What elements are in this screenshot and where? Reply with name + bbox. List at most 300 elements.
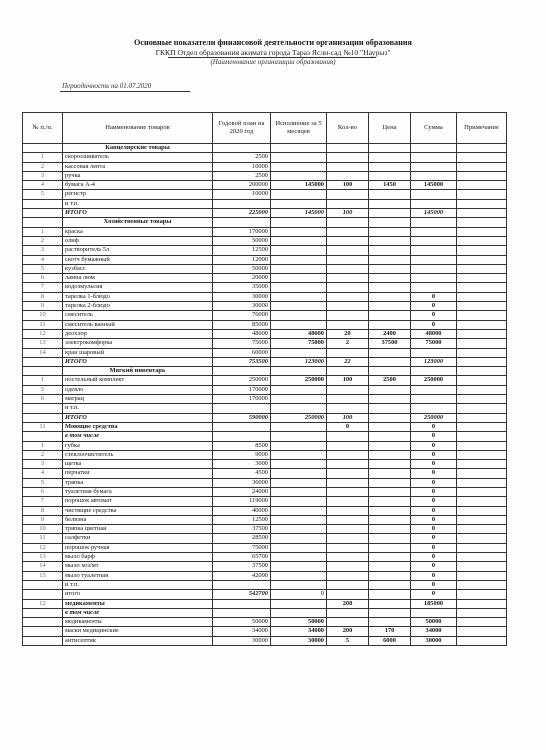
cell-name: регистр [63, 190, 213, 199]
cell-price [369, 264, 411, 273]
cell-note [457, 580, 507, 589]
cell-qty: 20 [327, 329, 369, 338]
cell-exec [271, 525, 327, 534]
cell-note [457, 395, 507, 404]
table-row [23, 171, 507, 180]
cell-price [369, 618, 411, 627]
table-body [23, 144, 507, 646]
cell-price [369, 413, 411, 422]
cell-exec [271, 460, 327, 469]
table-row [23, 385, 507, 394]
cell-qty [327, 590, 369, 599]
table-row [23, 478, 507, 487]
cell-number [23, 636, 63, 645]
table-row [23, 422, 507, 431]
cell-plan [213, 367, 271, 376]
cell-number: 12 [23, 329, 63, 338]
cell-name: щетка [63, 460, 213, 469]
cell-qty [327, 283, 369, 292]
cell-number: 10 [23, 311, 63, 320]
cell-name: краска [63, 227, 213, 236]
table-row [23, 599, 507, 608]
cell-sum [411, 162, 457, 171]
cell-price [369, 153, 411, 162]
cell-price [369, 580, 411, 589]
cell-price: 170 [369, 627, 411, 636]
cell-number: 12 [23, 543, 63, 552]
cell-qty [327, 478, 369, 487]
cell-number: 10 [23, 525, 63, 534]
cell-sum [411, 227, 457, 236]
cell-name: губка [63, 441, 213, 450]
cell-price [369, 543, 411, 552]
cell-note [457, 413, 507, 422]
cell-price: 2400 [369, 329, 411, 338]
cell-sum: 185000 [411, 599, 457, 608]
cell-exec [271, 534, 327, 543]
cell-note [457, 441, 507, 450]
cell-note [457, 274, 507, 283]
cell-qty [327, 543, 369, 552]
table-row [23, 608, 507, 617]
cell-qty: 100 [327, 209, 369, 218]
cell-exec [271, 274, 327, 283]
cell-note [457, 320, 507, 329]
cell-price [369, 311, 411, 320]
financial-table [22, 112, 507, 646]
cell-note [457, 357, 507, 366]
cell-number: 3 [23, 246, 63, 255]
cell-note [457, 543, 507, 552]
cell-name: ИТОГО [63, 413, 213, 422]
cell-name: олиф [63, 236, 213, 245]
cell-name: и т.п. [63, 404, 213, 413]
cell-qty [327, 571, 369, 580]
cell-plan: 34000 [213, 627, 271, 636]
cell-number: 5 [23, 264, 63, 273]
cell-plan [213, 144, 271, 153]
cell-plan: 24000 [213, 487, 271, 496]
cell-sum [411, 255, 457, 264]
cell-qty [327, 199, 369, 208]
cell-name: порошок ручная [63, 543, 213, 552]
cell-note [457, 506, 507, 515]
cell-number: 6 [23, 487, 63, 496]
cell-qty: 100 [327, 376, 369, 385]
table-row [23, 264, 507, 273]
table-row [23, 311, 507, 320]
cell-plan: 170000 [213, 395, 271, 404]
cell-note [457, 562, 507, 571]
cell-note [457, 590, 507, 599]
cell-number: 6 [23, 274, 63, 283]
cell-name: маски медицинские [63, 627, 213, 636]
cell-qty [327, 302, 369, 311]
cell-sum [411, 199, 457, 208]
cell-plan: 75000 [213, 543, 271, 552]
table-row [23, 450, 507, 459]
cell-number: 13 [23, 339, 63, 348]
table-row [23, 543, 507, 552]
table-row [23, 181, 507, 190]
cell-price [369, 450, 411, 459]
cell-number: 4 [23, 469, 63, 478]
cell-sum: 0 [411, 580, 457, 589]
cell-price [369, 348, 411, 357]
table-row [23, 497, 507, 506]
cell-exec: 34000 [271, 627, 327, 636]
cell-name: белизна [63, 515, 213, 524]
cell-sum [411, 264, 457, 273]
cell-name: скотч бумажный [63, 255, 213, 264]
cell-plan: 28500 [213, 534, 271, 543]
cell-number [23, 590, 63, 599]
cell-price [369, 171, 411, 180]
table-row [23, 534, 507, 543]
table-row [23, 627, 507, 636]
table-row [23, 487, 507, 496]
table-row [23, 339, 507, 348]
cell-sum [411, 367, 457, 376]
cell-plan: 4500 [213, 469, 271, 478]
cell-price [369, 357, 411, 366]
cell-exec [271, 385, 327, 394]
organization-caption: (Наименование организации образования) [210, 58, 336, 66]
cell-plan: 10000 [213, 190, 271, 199]
cell-number [23, 404, 63, 413]
cell-qty [327, 311, 369, 320]
table-row [23, 274, 507, 283]
cell-plan: 170000 [213, 385, 271, 394]
cell-qty: 2 [327, 339, 369, 348]
cell-exec [271, 283, 327, 292]
cell-qty [327, 153, 369, 162]
cell-note [457, 515, 507, 524]
cell-qty [327, 562, 369, 571]
cell-note [457, 144, 507, 153]
cell-number [23, 413, 63, 422]
cell-plan: 200000 [213, 181, 271, 190]
cell-price [369, 274, 411, 283]
cell-sum [411, 274, 457, 283]
cell-exec [271, 218, 327, 227]
cell-sum: 48000 [411, 329, 457, 338]
cell-exec [271, 264, 327, 273]
cell-name: кузбасс [63, 264, 213, 273]
table-row [23, 580, 507, 589]
cell-plan [213, 432, 271, 441]
cell-exec [271, 255, 327, 264]
cell-plan: 65700 [213, 553, 271, 562]
cell-plan: 75000 [213, 339, 271, 348]
cell-sum [411, 395, 457, 404]
cell-plan: 20000 [213, 274, 271, 283]
cell-qty [327, 487, 369, 496]
cell-price: 2500 [369, 376, 411, 385]
cell-note [457, 209, 507, 218]
cell-sum: 75000 [411, 339, 457, 348]
cell-exec [271, 497, 327, 506]
cell-sum [411, 218, 457, 227]
cell-number [23, 432, 63, 441]
cell-plan: 753500 [213, 357, 271, 366]
cell-sum: 34000 [411, 627, 457, 636]
cell-name: кассовая лента [63, 162, 213, 171]
cell-number: 1 [23, 227, 63, 236]
cell-price [369, 525, 411, 534]
cell-plan: 2500 [213, 153, 271, 162]
cell-note [457, 255, 507, 264]
cell-name: водоэмульсия [63, 283, 213, 292]
cell-number: 7 [23, 497, 63, 506]
cell-exec [271, 320, 327, 329]
cell-plan: 76000 [213, 311, 271, 320]
table-row [23, 460, 507, 469]
cell-note [457, 264, 507, 273]
cell-price [369, 404, 411, 413]
cell-exec [271, 246, 327, 255]
cell-note [457, 292, 507, 301]
cell-sum: 0 [411, 562, 457, 571]
cell-exec [271, 478, 327, 487]
cell-name: смеситель [63, 311, 213, 320]
cell-qty [327, 255, 369, 264]
cell-exec [271, 144, 327, 153]
cell-plan: 542700 [213, 590, 271, 599]
cell-price [369, 497, 411, 506]
cell-plan: 30000 [213, 302, 271, 311]
cell-exec [271, 487, 327, 496]
cell-exec [271, 199, 327, 208]
cell-qty [327, 515, 369, 524]
cell-qty [327, 506, 369, 515]
cell-sum: 0 [411, 571, 457, 580]
cell-exec [271, 348, 327, 357]
cell-number: 4 [23, 181, 63, 190]
cell-name: электрокомфорка [63, 339, 213, 348]
table-row [23, 218, 507, 227]
cell-plan: 60000 [213, 348, 271, 357]
cell-name: итого [63, 590, 213, 599]
cell-name: ИТОГО [63, 209, 213, 218]
cell-name: тряпка цветная [63, 525, 213, 534]
cell-sum [411, 171, 457, 180]
table-row [23, 413, 507, 422]
cell-price [369, 562, 411, 571]
cell-note [457, 404, 507, 413]
cell-price [369, 534, 411, 543]
cell-note [457, 525, 507, 534]
cell-plan: 30000 [213, 636, 271, 645]
cell-name: чистящие средства [63, 506, 213, 515]
cell-exec [271, 302, 327, 311]
cell-note [457, 162, 507, 171]
col-sum-header: Сумма [411, 113, 457, 144]
cell-sum: 0 [411, 302, 457, 311]
cell-price [369, 236, 411, 245]
cell-qty: 100 [327, 181, 369, 190]
table-row [23, 227, 507, 236]
cell-number: 1 [23, 153, 63, 162]
section-title: Канцелярские товары [63, 144, 213, 153]
cell-name: постельный комплект [63, 376, 213, 385]
cell-number: 5 [23, 385, 63, 394]
cell-note [457, 153, 507, 162]
table-row [23, 590, 507, 599]
cell-exec: 145000 [271, 181, 327, 190]
cell-price [369, 283, 411, 292]
cell-number: 14 [23, 562, 63, 571]
cell-number: 3 [23, 460, 63, 469]
cell-qty [327, 553, 369, 562]
cell-qty [327, 162, 369, 171]
cell-number: 11 [23, 534, 63, 543]
cell-sum [411, 153, 457, 162]
table-row [23, 395, 507, 404]
cell-sum: 0 [411, 478, 457, 487]
cell-name: тарелка 1-блюдо [63, 292, 213, 301]
cell-qty [327, 218, 369, 227]
cell-number: 2 [23, 162, 63, 171]
cell-exec [271, 190, 327, 199]
cell-number: 5 [23, 190, 63, 199]
cell-number: 9 [23, 515, 63, 524]
cell-number: 6 [23, 395, 63, 404]
cell-price [369, 590, 411, 599]
cell-price: 1450 [369, 181, 411, 190]
cell-note [457, 236, 507, 245]
cell-note [457, 311, 507, 320]
cell-number: 9 [23, 302, 63, 311]
cell-note [457, 348, 507, 357]
table-row [23, 571, 507, 580]
table-row [23, 190, 507, 199]
table-row [23, 144, 507, 153]
table-row [23, 255, 507, 264]
cell-name: смеситель ванный [63, 320, 213, 329]
cell-plan: 48000 [213, 329, 271, 338]
cell-note [457, 469, 507, 478]
col-number-header: № п./п. [23, 113, 63, 144]
cell-note [457, 478, 507, 487]
cell-note [457, 432, 507, 441]
cell-name: скоросшиватель [63, 153, 213, 162]
cell-sum: 0 [411, 497, 457, 506]
cell-exec [271, 432, 327, 441]
cell-sum [411, 236, 457, 245]
cell-note [457, 553, 507, 562]
cell-note [457, 227, 507, 236]
table-row [23, 376, 507, 385]
table-row [23, 441, 507, 450]
cell-price [369, 385, 411, 394]
cell-plan: 12500 [213, 246, 271, 255]
cell-name: медикаменты [63, 618, 213, 627]
cell-number: 1 [23, 441, 63, 450]
cell-price [369, 608, 411, 617]
cell-exec [271, 608, 327, 617]
cell-name: Моющие средства [63, 422, 213, 431]
table-row [23, 283, 507, 292]
cell-plan: 37500 [213, 525, 271, 534]
cell-sum: 30000 [411, 636, 457, 645]
cell-number: 15 [23, 571, 63, 580]
cell-name: в том числе [63, 432, 213, 441]
cell-plan: 12500 [213, 515, 271, 524]
cell-plan: 37500 [213, 562, 271, 571]
cell-plan [213, 199, 271, 208]
cell-note [457, 376, 507, 385]
cell-exec [271, 553, 327, 562]
cell-qty [327, 497, 369, 506]
cell-note [457, 190, 507, 199]
cell-sum: 250000 [411, 376, 457, 385]
cell-price [369, 255, 411, 264]
cell-number: 2 [23, 236, 63, 245]
cell-number [23, 367, 63, 376]
cell-sum: 0 [411, 292, 457, 301]
cell-number [23, 580, 63, 589]
cell-qty: 208 [327, 599, 369, 608]
cell-exec [271, 153, 327, 162]
cell-name: туалетная бумага [63, 487, 213, 496]
cell-price [369, 571, 411, 580]
cell-plan: 35000 [213, 283, 271, 292]
cell-sum: 0 [411, 469, 457, 478]
cell-qty [327, 618, 369, 627]
cell-name: салфетки [63, 534, 213, 543]
cell-qty [327, 292, 369, 301]
cell-plan: 9000 [213, 450, 271, 459]
cell-exec [271, 571, 327, 580]
table-row [23, 320, 507, 329]
col-plan-header: Годовой план на 2020 год [213, 113, 271, 144]
cell-sum: 0 [411, 487, 457, 496]
cell-exec [271, 599, 327, 608]
cell-qty [327, 460, 369, 469]
cell-plan: 8500 [213, 441, 271, 450]
cell-sum: 0 [411, 553, 457, 562]
cell-qty: 200 [327, 627, 369, 636]
table-row [23, 302, 507, 311]
cell-sum: 0 [411, 311, 457, 320]
cell-plan: 170000 [213, 227, 271, 236]
cell-price [369, 199, 411, 208]
cell-plan [213, 422, 271, 431]
cell-note [457, 367, 507, 376]
cell-name: мыло барф [63, 553, 213, 562]
cell-name: мыло хоз/мт [63, 562, 213, 571]
cell-price [369, 422, 411, 431]
cell-sum: 145000 [411, 181, 457, 190]
cell-price [369, 190, 411, 199]
cell-note [457, 329, 507, 338]
cell-price [369, 469, 411, 478]
cell-name: стеклоочиститель [63, 450, 213, 459]
cell-number: 7 [23, 283, 63, 292]
table-row [23, 618, 507, 627]
cell-qty: 22 [327, 357, 369, 366]
cell-qty [327, 171, 369, 180]
cell-number [23, 618, 63, 627]
cell-exec [271, 506, 327, 515]
cell-qty [327, 227, 369, 236]
cell-qty [327, 404, 369, 413]
cell-name: растворитель 5л [63, 246, 213, 255]
cell-name: перчатки [63, 469, 213, 478]
cell-note [457, 627, 507, 636]
cell-exec [271, 292, 327, 301]
